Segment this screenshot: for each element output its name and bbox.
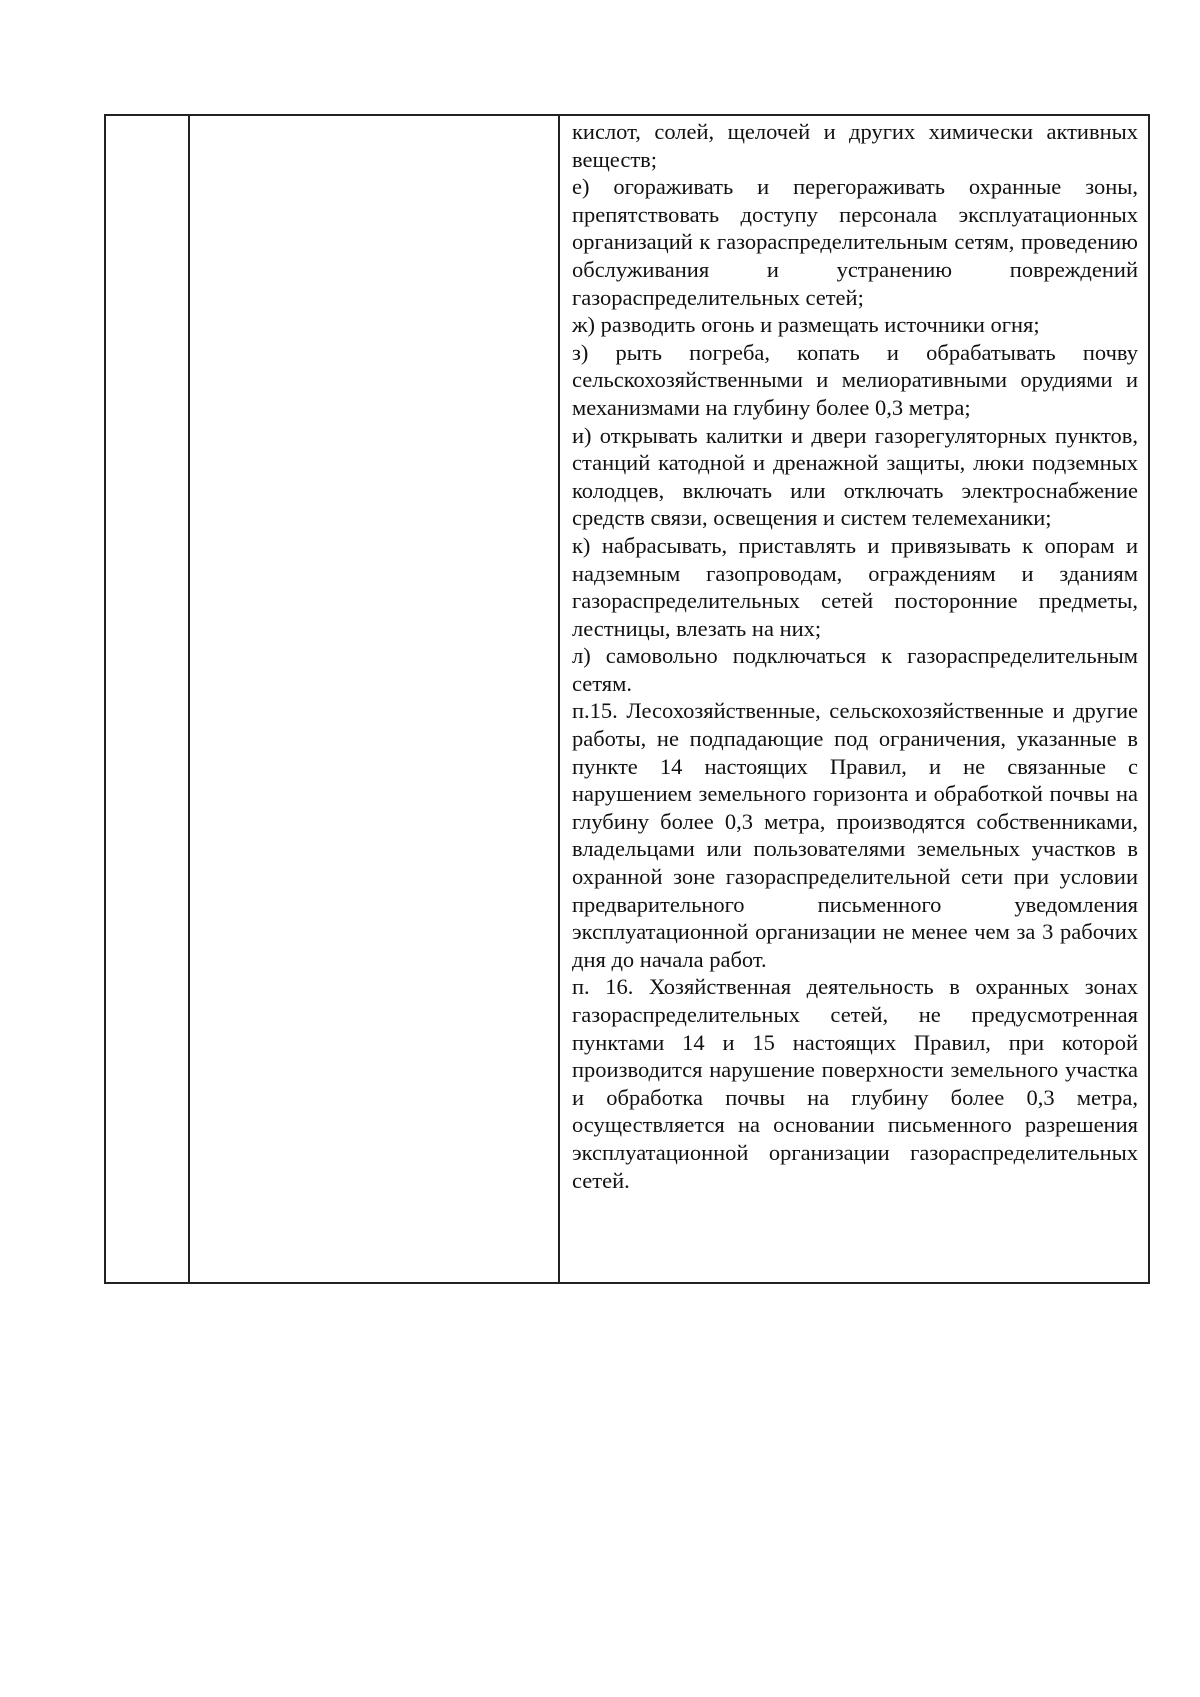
paragraph-item-k: к) набрасывать, приставлять и привязывать к опорам и надземным газопроводам, ограждениям и зданиям газораспределительных сетей посторонние предметы, лестницы, влезать на них; [572, 532, 1138, 641]
table-column-name [190, 116, 560, 1282]
document-table [104, 114, 1150, 1284]
paragraph-item-e: е) огораживать и перегораживать охранные зоны, препятствовать доступу персонала эксплуатационных организаций к газораспределительным сетям, проведению обслуживания и устранению повреждений газораспределительных сетей; [572, 174, 1138, 310]
paragraph-item-i: и) открывать калитки и двери газорегуляторных пунктов, станций катодной и дренажной защиты, люки подземных колодцев, включать или отключать электроснабжение средств связи, освещения и систем телемеханики; [572, 422, 1138, 531]
paragraph-chemicals: кислот, солей, щелочей и других химически активных веществ; [572, 119, 1138, 172]
paragraph-clause-15: п.15. Лесохозяйственные, сельскохозяйственные и другие работы, не подпадающие под ограничения, указанные в пункте 14 настоящих Правил, и не связанные с нарушением земельного горизонта и обработкой почвы на глубину более 0,3 метра, производятся собственниками, владельцами или пользователями земельных участков в охранной зоне газораспределительной сети при условии предварительного письменного уведомления эксплуатационной организации не менее чем за 3 рабочих дня до начала работ. [572, 698, 1138, 972]
paragraph-clause-16: п. 16. Хозяйственная деятельность в охранных зонах газораспределительных сетей, не предусмотренная пунктами 14 и 15 настоящих Правил, при которой производится нарушение поверхности земельного участка и обработка почвы на глубину более 0,3 метра, осуществляется на основании письменного разрешения эксплуатационной организации газораспределительных сетей. [572, 974, 1138, 1193]
table-column-content [560, 116, 1148, 1282]
paragraph-item-l: л) самовольно подключаться к газораспределительным сетям. [572, 643, 1138, 696]
table-column-number [106, 116, 190, 1282]
paragraph-item-z: з) рыть погреба, копать и обрабатывать почву сельскохозяйственными и мелиоративными орудиями и механизмами на глубину более 0,3 метра; [572, 339, 1138, 420]
paragraph-item-zh: ж) разводить огонь и размещать источники огня; [572, 312, 1040, 338]
